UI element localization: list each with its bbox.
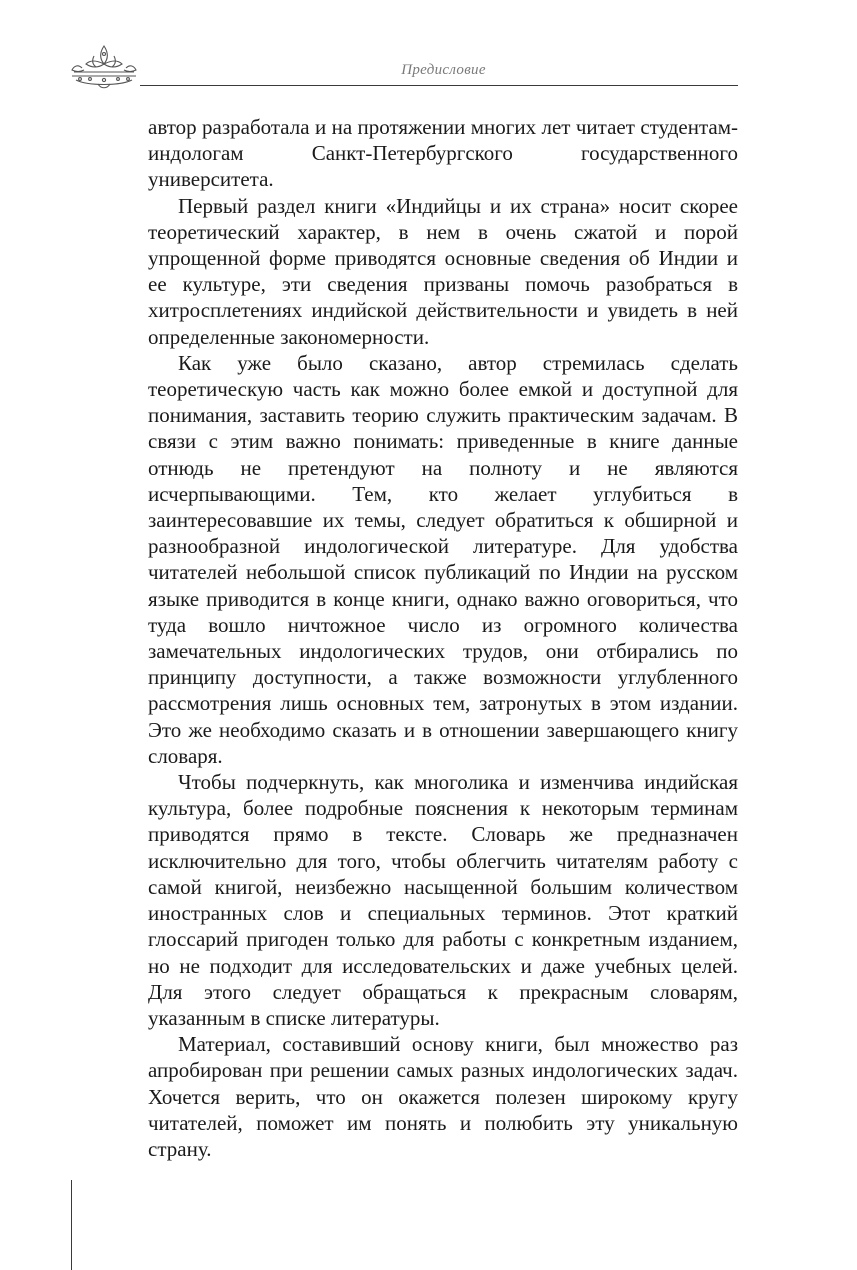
paragraph: Первый раздел книги «Индийцы и их страна» носит скорее теоретический характер, в нем в очень сжатой и порой упрощенной форме приводятся основные сведения об Индии и ее культуре, эти сведения призваны помочь разобраться в хитросплетениях индийской действительности и увидеть в ней определенные закономерности.	[148, 193, 738, 349]
body-text	[148, 114, 738, 1162]
paragraph: автор разработала и на протяжении многих лет читает студентам-индологам Санкт-Петербургского государственного университета.	[148, 115, 738, 192]
header-divider	[140, 85, 738, 86]
paragraph: Чтобы подчеркнуть, как многолика и изменчива индийская культура, более подробные пояснения к некоторым терминам приводятся прямо в тексте. Словарь же предназначен исключительно для того, чтобы облегчить читателям работу с самой книгой, неизбежно насыщенной большим количеством иностранных слов и специальных терминов. Этот краткий глоссарий пригоден только для работы с конкретным изданием, но не подходит для исследовательских и даже учебных целей. Для этого следует обращаться к прекрасным словарям, указанным в списке литературы.	[148, 770, 738, 1030]
paragraph: Материал, составивший основу книги, был множество раз апробирован при решении самых разных индологических задач. Хочется верить, что он окажется полезен широкому кругу читателей, поможет им понять и полюбить эту уникальную страну.	[148, 1032, 738, 1161]
running-title: Предисловие	[401, 62, 486, 78]
page-header	[0, 0, 857, 100]
lotus-ornament-icon	[68, 42, 140, 92]
page-edge-rule	[71, 1180, 72, 1270]
paragraph: Как уже было сказано, автор стремилась сделать теоретическую часть как можно более емкой и доступной для понимания, заставить теорию служить практическим задачам. В связи с этим важно понимать: приведенные в книге данные отнюдь не претендуют на полноту и не являются исчерпывающими. Тем, кто желает углубиться в заинтересовавшие их темы, следует обратиться к обширной и разнообразной индологической литературе. Для удобства читателей небольшой список публикаций по Индии на русском языке приводится в конце книги, однако важно оговориться, что туда вошло ничтожное число из огромного количества замечательных индологических трудов, они отбирались по принципу доступности, а также возможности углубленного рассмотрения лишь основных тем, затронутых в этом издании. Это же необходимо сказать и в отношении завершающего книгу словаря.	[148, 350, 738, 768]
